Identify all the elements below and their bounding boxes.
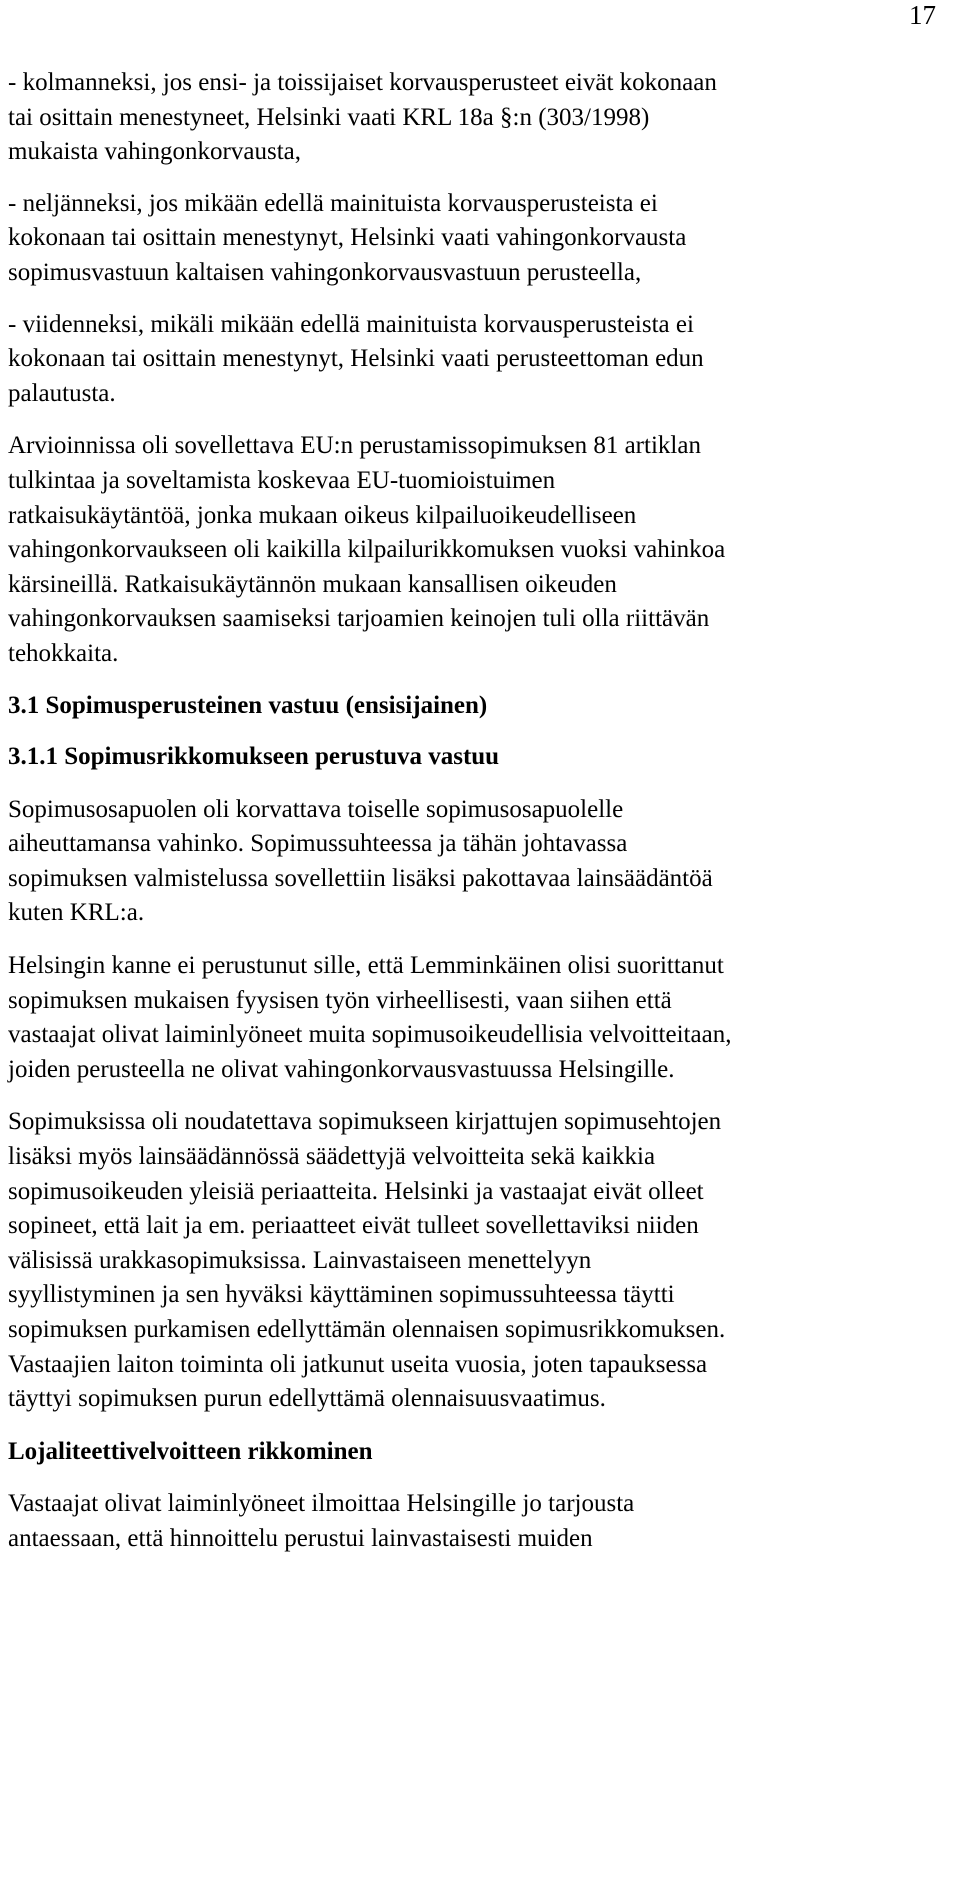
text-line: sopineet, että lait ja em. periaatteet eivät tulleet sovellettaviksi niiden <box>8 1212 699 1240</box>
paragraph-third-ground <box>8 66 953 170</box>
page-number: 17 <box>909 0 936 30</box>
text-line: täyttyi sopimuksen purun edellyttämä olennaisuusvaatimus. <box>8 1385 606 1413</box>
text-line: vastaajat olivat laiminlyöneet muita sopimusoikeudellisia velvoitteitaan, <box>8 1021 732 1049</box>
text-line: vahingonkorvauksen saamiseksi tarjoamien keinojen tuli olla riittävän <box>8 605 710 633</box>
text-line: aiheuttamansa vahinko. Sopimussuhteessa ja tähän johtavassa <box>8 830 628 858</box>
text-line: palautusta. <box>8 379 116 407</box>
text-line: joiden perusteella ne olivat vahingonkorvausvastuussa Helsingille. <box>8 1055 675 1083</box>
paragraph-contract-party <box>8 793 953 931</box>
text-line: välisissä urakkasopimuksissa. Lainvastaiseen menettelyyn <box>8 1246 592 1274</box>
document-body <box>8 66 953 1557</box>
text-line: sopimusvastuun kaltaisen vahingonkorvausvastuun perusteella, <box>8 258 642 286</box>
paragraph-helsinki-claim <box>8 949 953 1087</box>
section-heading-3-1-1: 3.1.1 Sopimusrikkomukseen perustuva vastuu <box>8 743 500 771</box>
text-line: antaessaan, että hinnoittelu perustui lainvastaisesti muiden <box>8 1524 593 1552</box>
text-line: kokonaan tai osittain menestynyt, Helsinki vaati vahingonkorvausta <box>8 224 687 252</box>
text-line: sopimusoikeuden yleisiä periaatteita. Helsinki ja vastaajat eivät olleet <box>8 1177 704 1205</box>
text-line: ratkaisukäytäntöä, jonka mukaan oikeus kilpailuoikeudelliseen <box>8 501 637 529</box>
paragraph-fifth-ground <box>8 308 953 412</box>
paragraph-assessment <box>8 429 953 671</box>
text-line: sopimuksen valmistelussa sovellettiin lisäksi pakottavaa lainsäädäntöä <box>8 864 713 892</box>
text-line: - neljänneksi, jos mikään edellä mainituista korvausperusteista ei <box>8 189 658 217</box>
text-line: vahingonkorvaukseen oli kaikilla kilpailurikkomuksen vuoksi vahinkoa <box>8 536 726 564</box>
text-line: Vastaajat olivat laiminlyöneet ilmoittaa Helsingille jo tarjousta <box>8 1490 635 1518</box>
text-line: Vastaajien laiton toiminta oli jatkunut useita vuosia, joten tapauksessa <box>8 1350 708 1378</box>
text-line: sopimuksen purkamisen edellyttämän olennaisen sopimusrikkomuksen. <box>8 1316 726 1343</box>
paragraph-contract-obligations <box>8 1105 953 1416</box>
text-line: Sopimusosapuolen oli korvattava toiselle sopimusosapuolelle <box>8 795 624 823</box>
text-line: lisäksi myös lainsäädännössä säädettyjä velvoitteita sekä kaikkia <box>8 1143 656 1171</box>
text-line: sopimuksen mukaisen fyysisen työn virheellisesti, vaan siihen että <box>8 986 672 1014</box>
paragraph-loyalty <box>8 1487 953 1556</box>
text-line: - viidenneksi, mikäli mikään edellä mainituista korvausperusteista ei <box>8 310 694 338</box>
text-line: kärsineillä. Ratkaisukäytännön mukaan kansallisen oikeuden <box>8 570 617 598</box>
text-line: tulkintaa ja soveltamista koskevaa EU-tuomioistuimen <box>8 466 556 494</box>
paragraph-fourth-ground <box>8 187 953 291</box>
section-heading-loyalty: Lojaliteettivelvoitteen rikkominen <box>8 1437 373 1465</box>
text-line: tehokkaita. <box>8 639 119 667</box>
text-line: kuten KRL:a. <box>8 899 145 927</box>
text-line: - kolmanneksi, jos ensi- ja toissijaiset korvausperusteet eivät kokonaan <box>8 69 717 96</box>
text-line: mukaista vahingonkorvausta, <box>8 138 301 166</box>
text-line: tai osittain menestyneet, Helsinki vaati KRL 18a §:n (303/1998) <box>8 103 650 131</box>
text-line: Arvioinnissa oli sovellettava EU:n perustamissopimuksen 81 artiklan <box>8 432 701 460</box>
text-line: syyllistyminen ja sen hyväksi käyttäminen sopimussuhteessa täytti <box>8 1281 675 1309</box>
text-line: kokonaan tai osittain menestynyt, Helsinki vaati perusteettoman edun <box>8 345 704 373</box>
text-line: Sopimuksissa oli noudatettava sopimukseen kirjattujen sopimusehtojen <box>8 1108 722 1136</box>
section-heading-3-1: 3.1 Sopimusperusteinen vastuu (ensisijainen) <box>8 691 488 719</box>
text-line: Helsingin kanne ei perustunut sille, että Lemminkäinen olisi suorittanut <box>8 952 724 980</box>
